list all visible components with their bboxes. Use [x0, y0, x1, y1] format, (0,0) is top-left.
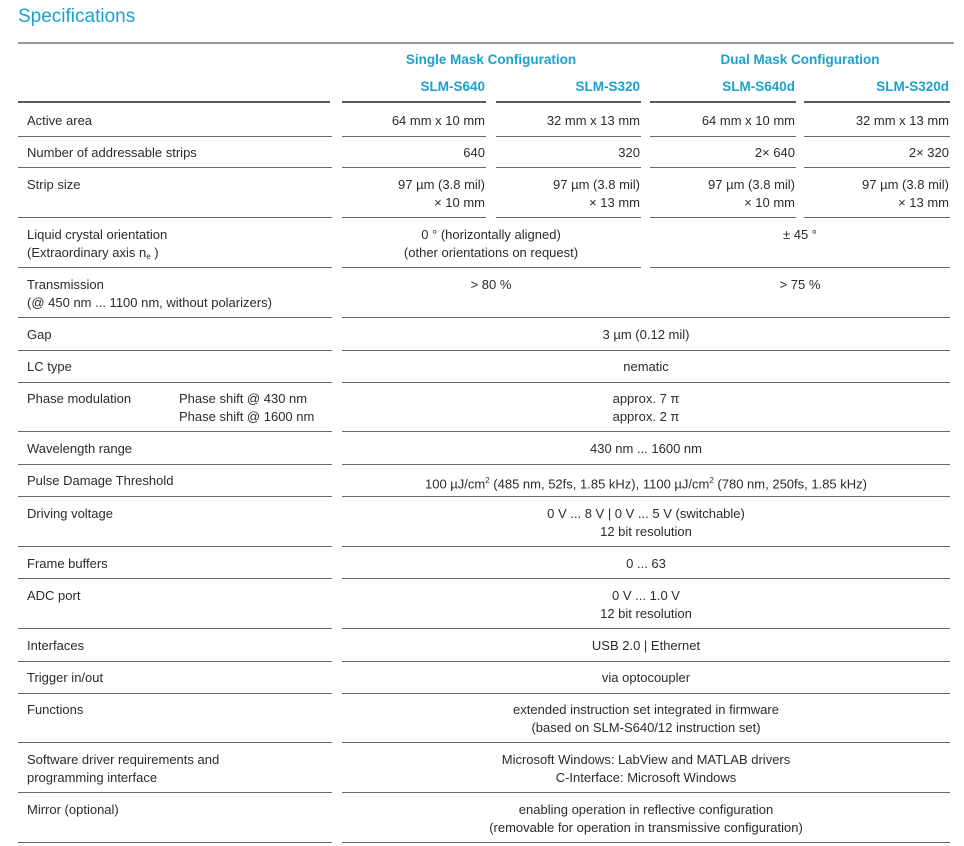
value-cell: × 13 mm	[898, 195, 949, 210]
row-label-strip-size: Strip size	[27, 177, 81, 192]
row-divider	[18, 546, 332, 547]
row-label-phase-modulation: Phase modulation	[27, 391, 132, 406]
value-cell: 64 mm x 10 mm	[701, 113, 795, 128]
row-divider	[342, 267, 641, 268]
value-cell: C-Interface: Microsoft Windows	[555, 770, 737, 785]
value-cell: via optocoupler	[601, 670, 691, 685]
value-cell: 12 bit resolution	[600, 606, 692, 621]
value-cell: 97 µm (3.8 mil)	[862, 177, 949, 192]
dual-config-header: Dual Mask Configuration	[720, 52, 880, 67]
row-divider	[18, 350, 332, 351]
value-cell: Microsoft Windows: LabView and MATLAB drivers	[501, 752, 791, 767]
row-divider	[342, 496, 950, 497]
row-divider	[650, 267, 950, 268]
row-label-mirror: Mirror (optional)	[27, 802, 119, 817]
value-cell: 97 µm (3.8 mil)	[553, 177, 640, 192]
row-divider	[342, 693, 950, 694]
row-label-trigger: Trigger in/out	[27, 670, 104, 685]
row-divider	[18, 267, 332, 268]
row-label-driving-voltage: Driving voltage	[27, 506, 113, 521]
row-sublabel-phase-1600: Phase shift @ 1600 nm	[179, 409, 315, 424]
row-divider	[18, 661, 332, 662]
value-cell: 640	[463, 145, 485, 160]
row-divider	[342, 842, 950, 843]
value-cell: enabling operation in reflective configuration	[518, 802, 774, 817]
row-divider	[342, 628, 950, 629]
value-cell: (based on SLM-S640/12 instruction set)	[531, 720, 761, 735]
value-cell: 320	[618, 145, 640, 160]
row-divider	[342, 431, 950, 432]
value-cell: 0 V ... 8 V | 0 V ... 5 V (switchable)	[547, 506, 745, 521]
value-cell: 12 bit resolution	[600, 524, 692, 539]
row-divider	[342, 167, 486, 168]
row-divider	[18, 167, 332, 168]
row-label-transmission: Transmission	[27, 277, 104, 292]
value-cell: 0 ... 63	[626, 556, 666, 571]
row-divider	[496, 136, 641, 137]
row-label-active-area: Active area	[27, 113, 93, 128]
row-label-lc-orientation: Liquid crystal orientation	[27, 227, 168, 242]
row-divider	[342, 464, 950, 465]
value-cell: (removable for operation in transmissive configuration)	[489, 820, 803, 835]
row-divider	[18, 317, 332, 318]
row-label-adc-port: ADC port	[27, 588, 81, 603]
row-label-interfaces: Interfaces	[27, 638, 85, 653]
row-divider	[342, 742, 950, 743]
header-rule	[496, 101, 641, 103]
row-label-software: Software driver requirements and	[27, 752, 220, 767]
row-divider	[18, 792, 332, 793]
value-cell: (other orientations on request)	[403, 245, 579, 260]
row-divider	[18, 431, 332, 432]
value-cell: 2× 320	[908, 145, 949, 160]
value-cell: nematic	[623, 359, 669, 374]
value-cell: USB 2.0 | Ethernet	[591, 638, 701, 653]
row-divider	[804, 136, 950, 137]
row-divider	[342, 578, 950, 579]
model-header-s640d: SLM-S640d	[722, 79, 795, 94]
row-label-strips: Number of addressable strips	[27, 145, 197, 160]
row-divider	[18, 496, 332, 497]
value-cell: 2× 640	[754, 145, 795, 160]
row-label-lc-type: LC type	[27, 359, 72, 374]
header-rule	[342, 101, 486, 103]
row-divider	[18, 136, 332, 137]
row-divider	[18, 382, 332, 383]
row-divider	[342, 136, 486, 137]
row-divider	[342, 792, 950, 793]
row-label-frame-buffers: Frame buffers	[27, 556, 108, 571]
row-divider	[804, 217, 950, 218]
row-divider	[650, 136, 796, 137]
row-divider	[342, 217, 486, 218]
value-cell: × 10 mm	[434, 195, 485, 210]
value-cell: extended instruction set integrated in firmware	[513, 702, 779, 717]
value-cell: 0 ° (horizontally aligned)	[421, 227, 561, 242]
row-label-functions: Functions	[27, 702, 84, 717]
value-cell: approx. 2 π	[612, 409, 680, 424]
title-divider	[18, 42, 954, 44]
page-title: Specifications	[18, 6, 136, 27]
value-cell: > 75 %	[779, 277, 821, 292]
row-divider	[496, 167, 641, 168]
row-sublabel-phase-430: Phase shift @ 430 nm	[179, 391, 308, 406]
model-header-s320d: SLM-S320d	[876, 79, 949, 94]
value-cell: 430 nm ... 1600 nm	[589, 441, 702, 456]
value-cell: > 80 %	[470, 277, 512, 292]
row-divider	[342, 317, 950, 318]
row-divider	[650, 167, 796, 168]
value-cell: approx. 7 π	[612, 391, 680, 406]
single-config-header: Single Mask Configuration	[405, 52, 577, 67]
value-cell: × 13 mm	[589, 195, 640, 210]
row-divider	[804, 167, 950, 168]
row-divider	[496, 217, 641, 218]
row-divider	[342, 382, 950, 383]
row-sublabel-transmission: (@ 450 nm ... 1100 nm, without polarizers)	[27, 295, 272, 310]
value-cell: 3 µm (0.12 mil)	[602, 327, 690, 342]
value-cell: × 10 mm	[744, 195, 795, 210]
row-divider	[18, 464, 332, 465]
label-header-rule	[18, 101, 330, 103]
value-cell: 0 V ... 1.0 V	[612, 588, 680, 603]
row-sublabel-software: programming interface	[27, 770, 158, 785]
row-divider	[18, 578, 332, 579]
value-cell-pulse: 100 $\mu J/cm^2$ (485 nm, 52fs, 1.85 kHz), 1100 $\mu J/cm^2$ (780 nm, 250fs, 1.85 kHz)	[424, 476, 867, 492]
row-divider	[342, 546, 950, 547]
row-divider	[18, 742, 332, 743]
row-divider	[342, 661, 950, 662]
model-header-s640: SLM-S640	[420, 79, 485, 94]
value-cell: 97 µm (3.8 mil)	[708, 177, 795, 192]
value-cell: 32 mm x 13 mm	[546, 113, 640, 128]
header-rule	[804, 101, 950, 103]
row-sublabel-extraordinary-axis: (Extraordinary axis $n_e$ )	[27, 245, 159, 261]
row-label-wavelength: Wavelength range	[27, 441, 133, 456]
row-label-pulse-damage: Pulse Damage Threshold	[27, 473, 174, 488]
row-label-gap: Gap	[27, 327, 52, 342]
row-divider	[18, 217, 332, 218]
row-divider	[18, 693, 332, 694]
header-rule	[650, 101, 796, 103]
row-divider	[342, 350, 950, 351]
row-divider	[650, 217, 796, 218]
row-divider	[18, 842, 332, 843]
row-divider	[18, 628, 332, 629]
model-header-s320: SLM-S320	[575, 79, 640, 94]
value-cell: 32 mm x 13 mm	[855, 113, 949, 128]
value-cell: 97 µm (3.8 mil)	[398, 177, 485, 192]
value-cell: 64 mm x 10 mm	[391, 113, 485, 128]
value-cell: ± 45 °	[782, 227, 818, 242]
